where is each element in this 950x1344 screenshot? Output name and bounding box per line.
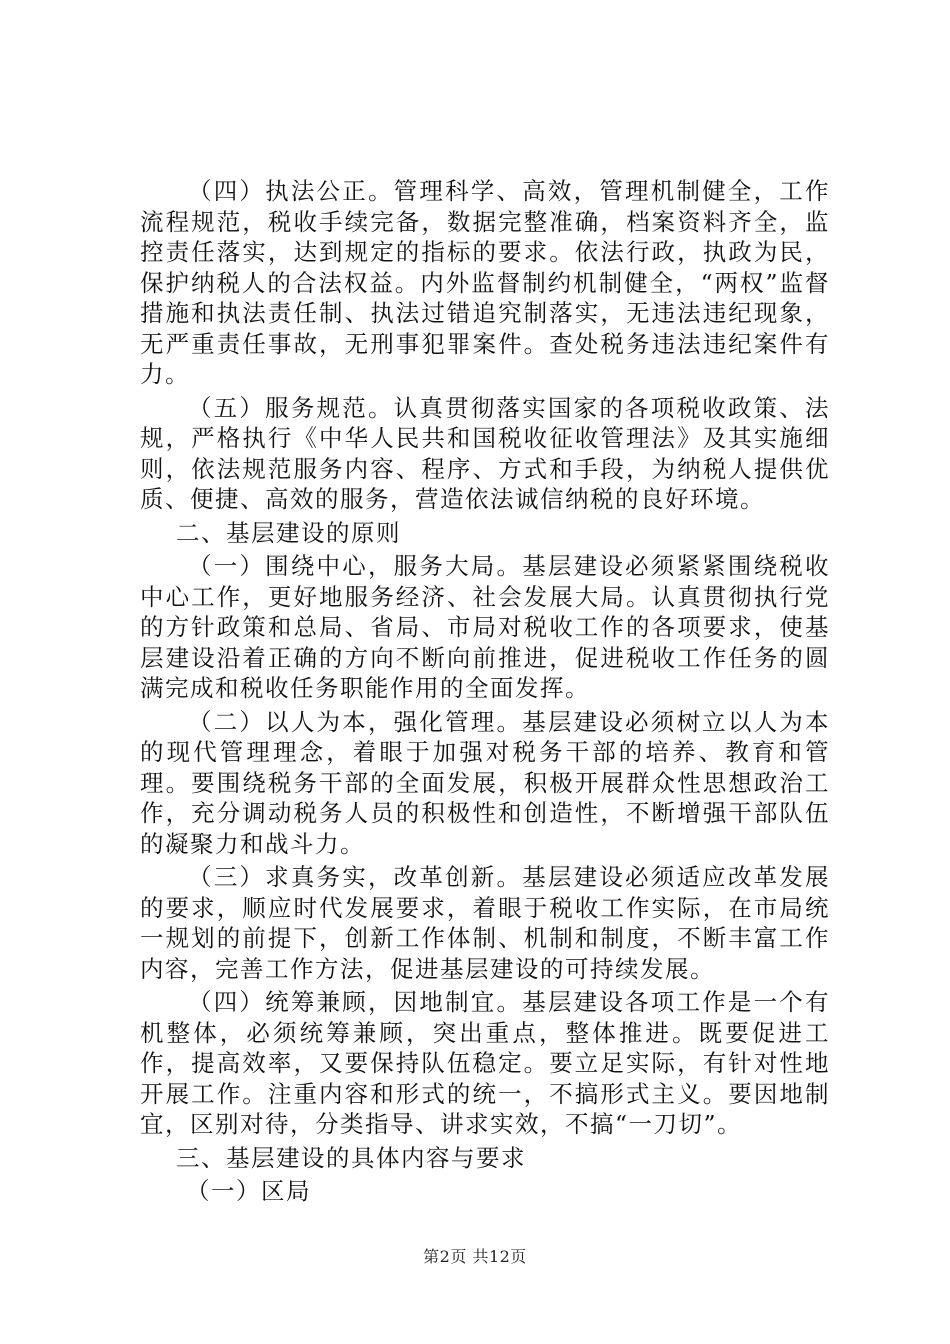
subsection-heading-district: （一）区局 bbox=[186, 1177, 311, 1205]
paragraph-law-enforcement: （四）执法公正。管理科学、高效，管理机制健全，工作流程规范，税收手续完备，数据完整准确，档案资料齐全，监控责任落实，达到规定的指标的要求。依法行政，执政为民，保护纳税人的合法权益。内外监督制约机制健全，“两权”监督措施和执法责任制、执法过错追究制落实，无违法违纪现象，无严重责任事故，无刑事犯罪案件。查处税务违法违纪案件有力。 bbox=[140, 177, 830, 388]
section-heading-content: 三、基层建设的具体内容与要求 bbox=[176, 1143, 526, 1172]
paragraph-service-standard: （五）服务规范。认真贯彻落实国家的各项税收政策、法规，严格执行《中华人民共和国税收征收管理法》及其实施细则，依法规范服务内容、程序、方式和手段，为纳税人提供优质、便捷、高效的服务，营造依法诚信纳税的良好环境。 bbox=[140, 393, 830, 513]
paragraph-principle-3: （三）求真务实，改革创新。基层建设必须适应改革发展的要求，顺应时代发展要求，着眼于税收工作实际，在市局统一规划的前提下，创新工作体制、机制和制度，不断丰富工作内容，完善工作方法，促进基层建设的可持续发展。 bbox=[140, 863, 830, 983]
paragraph-principle-4: （四）统筹兼顾，因地制宜。基层建设各项工作是一个有机整体，必须统筹兼顾，突出重点，整体推进。既要促进工作，提高效率，又要保持队伍稳定。要立足实际，有针对性地开展工作。注重内容和形式的统一，不搞形式主义。要因地制宜，区别对待，分类指导、讲求实效，不搞“一刀切”。 bbox=[140, 988, 830, 1138]
paragraph-principle-1: （一）围绕中心，服务大局。基层建设必须紧紧围绕税收中心工作，更好地服务经济、社会发展大局。认真贯彻执行党的方针政策和总局、省局、市局对税收工作的各项要求，使基层建设沿着正确的方向不断向前推进，促进税收工作任务的圆满完成和税收任务职能作用的全面发挥。 bbox=[140, 552, 830, 702]
section-heading-principles: 二、基层建设的原则 bbox=[176, 518, 401, 547]
page-number-footer: 第2页 共12页 bbox=[423, 1247, 527, 1266]
document-body bbox=[140, 176, 830, 1207]
paragraph-principle-2: （二）以人为本，强化管理。基层建设必须树立以人为本的现代管理理念，着眼于加强对税务干部的培养、教育和管理。要围绕税务干部的全面发展，积极开展群众性思想政治工作，充分调动税务人员的积极性和创造性，不断增强干部队伍的凝聚力和战斗力。 bbox=[140, 707, 830, 858]
